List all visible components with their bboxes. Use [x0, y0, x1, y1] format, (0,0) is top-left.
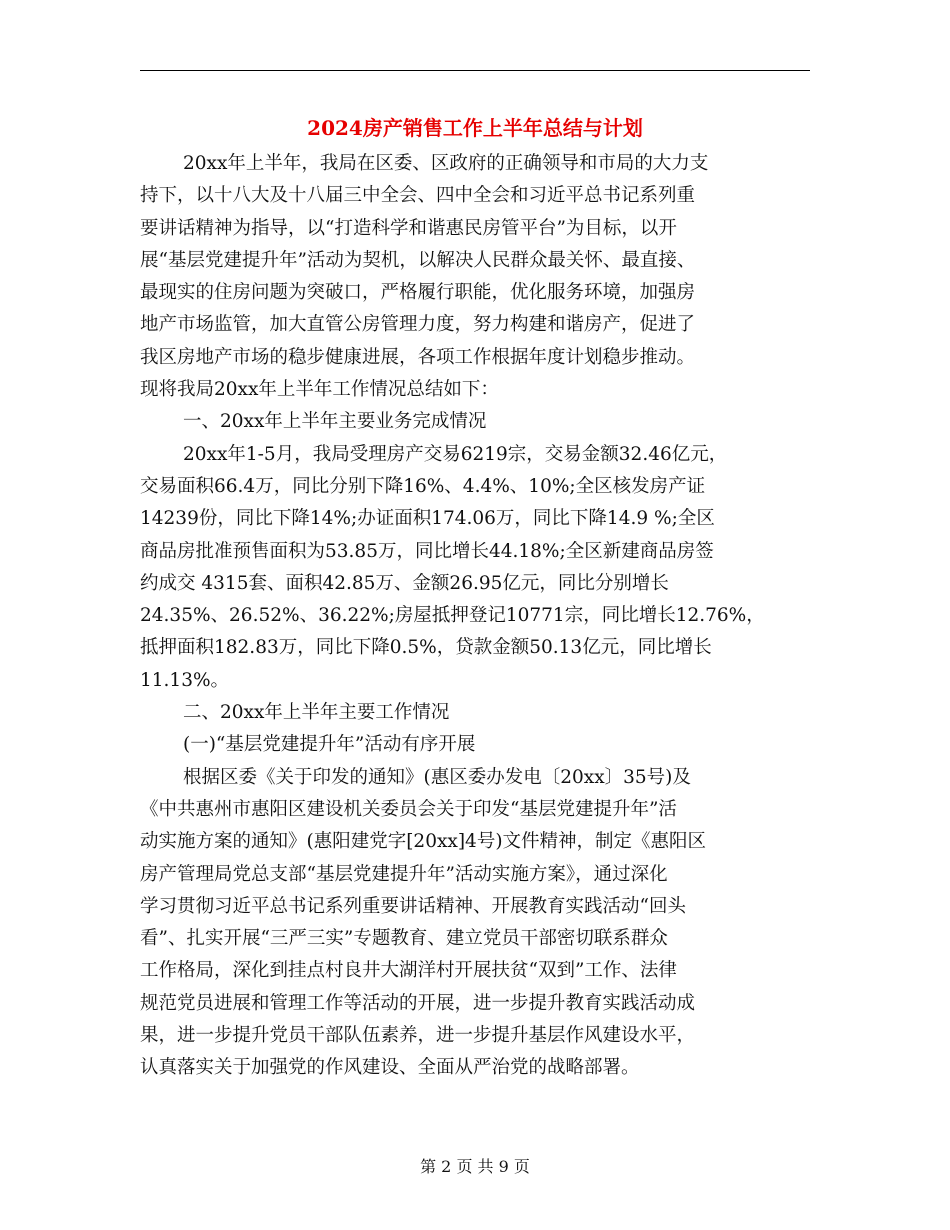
body-line: 规范党员进展和管理工作等活动的开展，进一步提升教育实践活动成: [140, 992, 696, 1014]
body-line: 20xx年1-5月，我局受理房产交易6219宗，交易金额32.46亿元，: [183, 443, 728, 465]
document-body: [140, 148, 820, 1085]
body-line: 《中共惠州市惠阳区建设机关委员会关于印发“基层党建提升年”活: [140, 798, 677, 820]
body-line: 交易面积66.4万，同比分别下降16%、4.4%、10%;全区核发房产证: [140, 475, 706, 497]
body-line: 约成交 4315套、面积42.85万、金额26.95亿元，同比分别增长: [140, 572, 669, 594]
body-line: 二、20xx年上半年主要工作情况: [183, 702, 450, 724]
body-line: 房产管理局党总支部“基层党建提升年”活动实施方案》，通过深化: [140, 863, 668, 885]
body-line: 24.35%、26.52%、36.22%;房屋抵押登记10771宗，同比增长12.76%，: [140, 605, 765, 627]
page-footer: 第 2 页 共 9 页: [420, 1157, 530, 1176]
body-line: 展“基层党建提升年”活动为契机，以解决人民群众最关怀、最直接、: [140, 249, 696, 271]
body-line: 果，进一步提升党员干部队伍素养，进一步提升基层作风建设水平，: [140, 1025, 696, 1047]
body-line: 商品房批准预售面积为53.85万，同比增长44.18%;全区新建商品房签: [140, 540, 714, 562]
body-line: 工作格局，深化到挂点村良井大湖洋村开展扶贫“双到”工作、法律: [140, 960, 677, 982]
body-line: 根据区委《关于印发的通知》(惠区委办发电〔20xx〕35号)及: [183, 766, 691, 788]
body-line: 动实施方案的通知》(惠阳建党字[20xx]4号)文件精神，制定《惠阳区: [140, 831, 707, 853]
body-line: 认真落实关于加强党的作风建设、全面从严治党的战略部署。: [140, 1057, 640, 1079]
body-line: 14239份，同比下降14%;办证面积174.06万，同比下降14.9 %;全区: [140, 508, 715, 530]
body-line: 看”、扎实开展“三严三实”专题教育、建立党员干部密切联系群众: [140, 928, 668, 950]
body-line: 11.13%。: [140, 669, 230, 691]
body-line: 我区房地产市场的稳步健康进展，各项工作根据年度计划稳步推动。: [140, 346, 696, 368]
header-rule: [140, 70, 810, 71]
body-line: 要讲话精神为指导，以“打造科学和谐惠民房管平台”为目标，以开: [140, 217, 677, 239]
body-line: 地产市场监管，加大直管公房管理力度，努力构建和谐房产，促进了: [140, 314, 696, 336]
body-line: 现将我局20xx年上半年工作情况总结如下：: [140, 379, 499, 401]
body-line: 学习贯彻习近平总书记系列重要讲话精神、开展教育实践活动“回头: [140, 895, 686, 917]
body-line: 20xx年上半年，我局在区委、区政府的正确领导和市局的大力支: [183, 153, 709, 174]
body-line: 抵押面积182.83万，同比下降0.5%，贷款金额50.13亿元，同比增长: [140, 637, 712, 659]
body-line: 持下，以十八大及十八届三中全会、四中全会和习近平总书记系列重: [140, 185, 696, 207]
body-line: 一、20xx年上半年主要业务完成情况: [183, 411, 487, 433]
document-title: 2024房产销售工作上半年总结与计划: [307, 116, 643, 140]
body-line: (一)“基层党建提升年”活动有序开展: [183, 734, 476, 756]
body-line: 最现实的住房问题为突破口，严格履行职能，优化服务环境，加强房: [140, 282, 696, 304]
